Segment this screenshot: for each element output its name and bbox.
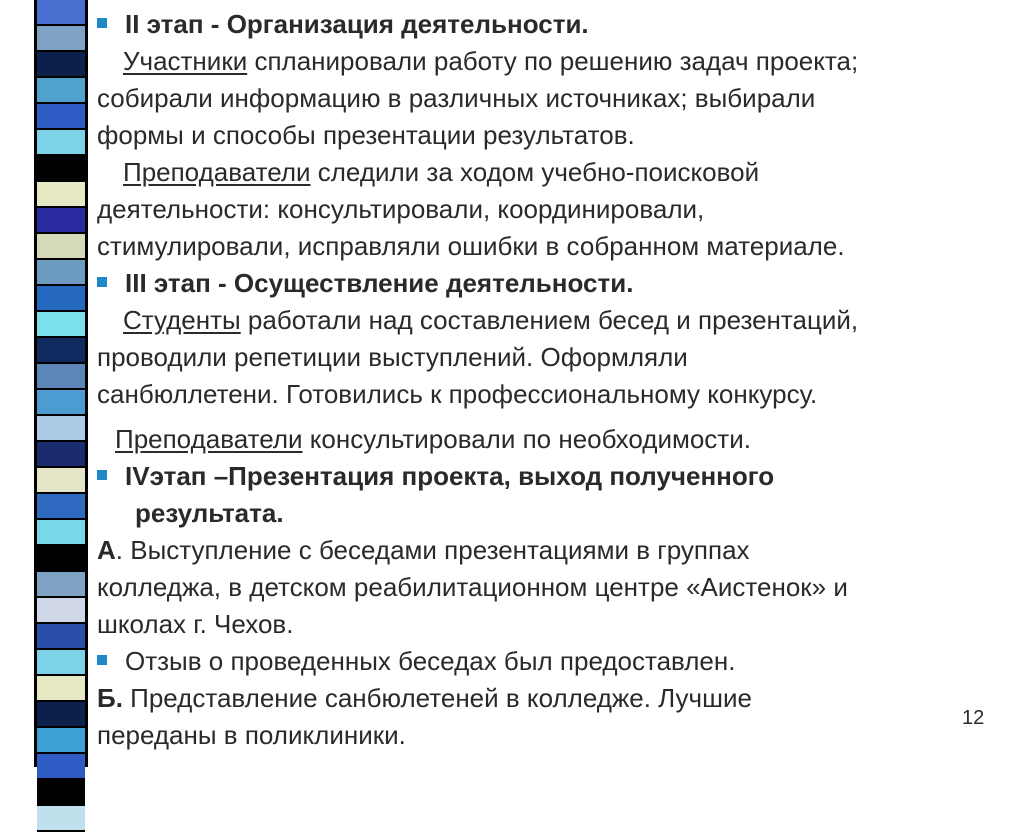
- stage4-b-line: переданы в поликлиники.: [97, 720, 406, 750]
- stage4-a-line: А. Выступление с беседами презентациями в группах: [97, 535, 750, 565]
- stage2-teachers-line: стимулировали, исправляли ошибки в собранном материале.: [97, 231, 845, 261]
- stripe-block: [37, 572, 85, 598]
- students-label: Студенты: [123, 305, 241, 335]
- stripe-block: [37, 208, 85, 234]
- stage4-heading-cont: результата.: [135, 498, 284, 528]
- stripe-block: [37, 754, 85, 780]
- stage3-students-line: проводили репетиции выступлений. Оформляли: [97, 342, 688, 372]
- stripe-block: [37, 0, 85, 26]
- stripe-block: [37, 650, 85, 676]
- stage4-a-line: школах г. Чехов.: [97, 609, 294, 639]
- stage2-teachers-line: деятельности: консультировали, координировали,: [97, 194, 705, 224]
- b-label: Б.: [97, 683, 123, 713]
- stripe-block: [37, 702, 85, 728]
- stage3-students-line: Студенты работали над составлением бесед и презентаций,: [123, 305, 859, 335]
- a-label: А: [97, 535, 116, 565]
- stripe-block: [37, 312, 85, 338]
- bullet-icon: [97, 277, 107, 287]
- stage2-participants-line: собирали информацию в различных источниках; выбирали: [97, 83, 816, 113]
- teachers-label: Преподаватели: [123, 157, 311, 187]
- stage2-teachers-line: Преподаватели следили за ходом учебно-поисковой: [123, 157, 760, 187]
- stage3-students-line: санбюллетени. Готовились к профессиональному конкурсу.: [97, 379, 818, 409]
- stage4-a-line: колледжа, в детском реабилитационном центре «Аистенок» и: [97, 572, 848, 602]
- stage2-participants-line: Участники спланировали работу по решению задач проекта;: [123, 46, 859, 76]
- stripe-block: [37, 780, 85, 806]
- stage2-heading: II этап - Организация деятельности.: [97, 6, 1012, 43]
- stripe-block: [37, 78, 85, 104]
- participants-label: Участники: [123, 46, 248, 76]
- stripe-block: [37, 546, 85, 572]
- page-number: 12: [962, 707, 985, 729]
- stage4-b-line: Б. Представление санбюлетеней в колледже. Лучшие: [97, 683, 752, 713]
- stripe-block: [37, 52, 85, 78]
- stripe-block: [37, 416, 85, 442]
- bullet-icon: [97, 18, 107, 28]
- stripe-block: [37, 104, 85, 130]
- stripe-block: [37, 390, 85, 416]
- stripe-block: [37, 520, 85, 546]
- stripe-block: [37, 624, 85, 650]
- stripe-block: [37, 598, 85, 624]
- stripe-block: [37, 442, 85, 468]
- stripe-block: [37, 338, 85, 364]
- stripe-block: [37, 130, 85, 156]
- stripe-block: [37, 260, 85, 286]
- decorative-stripe: [34, 0, 88, 767]
- stripe-block: [37, 806, 85, 832]
- teachers-label: Преподаватели: [115, 424, 303, 454]
- stripe-block: [37, 364, 85, 390]
- bullet-icon: [97, 470, 107, 480]
- stage3-heading: III этап - Осуществление деятельности.: [97, 265, 1012, 302]
- stage2-participants-line: формы и способы презентации результатов.: [97, 120, 635, 150]
- stripe-block: [37, 234, 85, 260]
- stripe-block: [37, 26, 85, 52]
- bullet-icon: [97, 655, 107, 665]
- stage4-heading: IVэтап –Презентация проекта, выход полученного: [97, 458, 1012, 495]
- stripe-block: [37, 676, 85, 702]
- stripe-block: [37, 494, 85, 520]
- stripe-block: [37, 286, 85, 312]
- stage3-teachers-line: Преподаватели консультировали по необходимости.: [115, 424, 751, 454]
- stripe-block: [37, 182, 85, 208]
- stripe-block: [37, 468, 85, 494]
- feedback-line: Отзыв о проведенных беседах был предоставлен.: [97, 643, 1012, 680]
- slide-content: [97, 6, 1012, 754]
- stripe-block: [37, 156, 85, 182]
- stripe-block: [37, 728, 85, 754]
